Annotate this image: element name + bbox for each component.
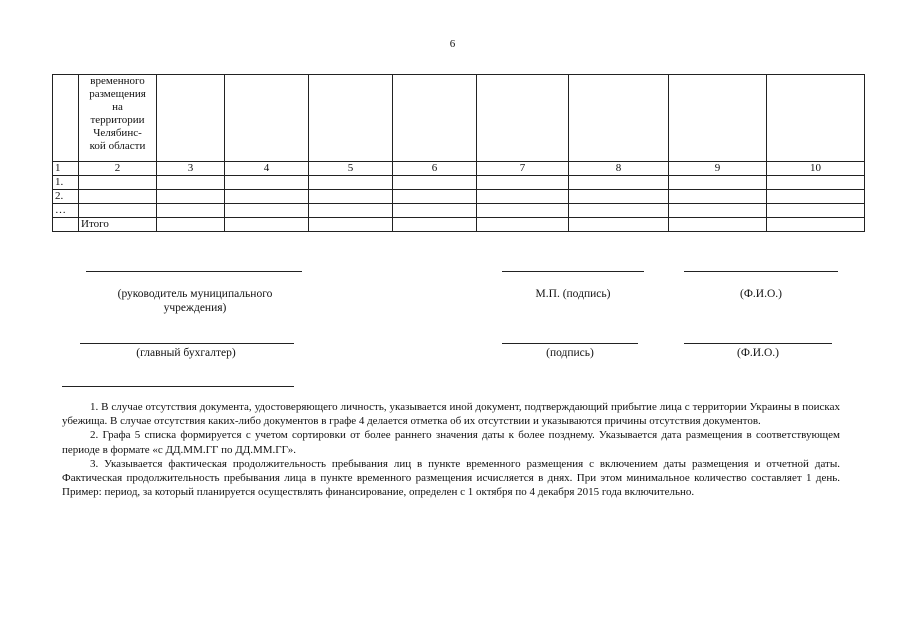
column-number: 1 [53,162,79,176]
column-number: 10 [767,162,865,176]
column-number: 7 [477,162,569,176]
total-label: Итого [79,218,157,232]
director-caption-line1: (руководитель муниципального [117,288,273,300]
header-col2-line: территории [90,114,145,126]
fio-caption-2: (Ф.И.О.) [737,347,779,359]
signature-line-2 [502,343,638,344]
page-number: 6 [449,38,456,50]
column-number: 4 [225,162,309,176]
header-col2-line: на [112,101,123,113]
header-col2-line: размещения [89,88,146,100]
stamp-signature-line [502,271,644,272]
director-caption-line2: учреждения) [163,302,227,314]
column-number: 5 [309,162,393,176]
header-col2-line: временного [90,75,145,87]
header-col2-line: Челябинс- [93,127,142,139]
report-table [52,74,865,232]
director-signature-line [86,271,302,272]
table-row-total [53,218,865,232]
column-number-row [53,162,865,176]
column-number: 3 [157,162,225,176]
table-header-row [53,75,865,162]
table-row [53,176,865,190]
footnote: 2. Графа 5 списка формируется с учетом сортировки от более раннего значения даты к более позднему. Указывается дата размещения в соответствующем периоде в формате «с ДД.ММ.ГГ по ДД.ММ.ГГ». [62,429,840,456]
accountant-caption: (главный бухгалтер) [136,347,236,359]
table-row [53,204,865,218]
footnotes [62,400,840,499]
footnote: 1. В случае отсутствия документа, удостоверяющего личность, указывается иной документ, подтверждающий прибытие лица с территории Украины в поисках убежища. В случае отсутствия каких-либо документов в графе 4 делается отметка об их отсутствии и указываются причины отсутствия документов. [62,401,840,428]
column-number: 9 [669,162,767,176]
header-col2-line: кой области [89,140,146,152]
row-label: … [53,204,79,218]
column-number: 6 [393,162,477,176]
signature-caption-2: (подпись) [546,347,594,359]
column-number: 2 [79,162,157,176]
row-label: 2. [53,190,79,204]
fio-line-1 [684,271,838,272]
footnote: 3. Указывается фактическая продолжительность пребывания лиц в пункте временного размещения с включением даты размещения и отчетной даты. Фактическая продолжительность пребывания лица в пункте временного размещения исчисляется в днях. При этом минимальное количество составляет 1 день. Пример: период, за который планируется осуществлять финансирование, определен с 1 октября по 4 декабря 2015 года включительно. [62,457,840,499]
row-label: 1. [53,176,79,190]
accountant-signature-line [80,343,294,344]
column-number: 8 [569,162,669,176]
header-col2-cell [79,75,157,162]
fio-caption-1: (Ф.И.О.) [740,288,782,300]
director-caption [80,287,310,315]
footnote-separator [62,386,294,387]
table-row [53,190,865,204]
stamp-signature-caption: М.П. (подпись) [535,288,611,300]
fio-line-2 [684,343,832,344]
